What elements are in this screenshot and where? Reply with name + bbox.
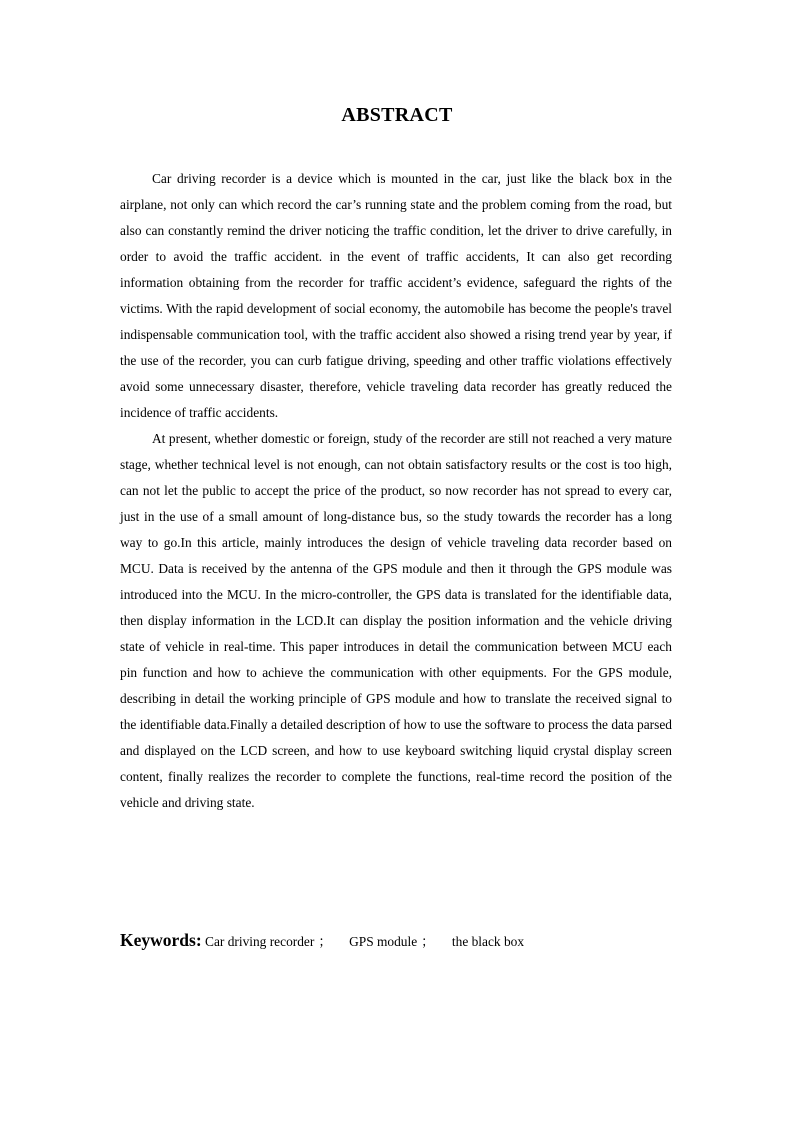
page-title: ABSTRACT (341, 104, 453, 126)
keywords-label: Keywords: (120, 930, 202, 950)
keyword-item: Car driving recorder (205, 934, 315, 949)
abstract-paragraph-2: At present, whether domestic or foreign, study of the recorder are still not reached a very mature stage, whether technical level is not enough, can not obtain satisfactory results or the cost is too high, can not let the public to accept the price of the product, so now recorder has not spread to every car, just in the use of a small amount of long-distance bus, so the study towards the recorder has a long way to go.In this article, mainly introduces the design of vehicle traveling data recorder based on MCU. Data is received by the antenna of the GPS module and then it through the GPS module was introduced into the MCU. In the micro-controller, the GPS data is translated for the identifiable data, then display information in the LCD.It can display the position information and the vehicle driving state of vehicle in real-time. This paper introduces in detail the communication between MCU each pin function and how to achieve the communication with other equipments. For the GPS module, describing in detail the working principle of GPS module and how to translate the received signal to the identifiable data.Finally a detailed description of how to use the software to process the data parsed and displayed on the LCD screen, and how to use keyboard switching liquid crystal display screen content, finally realizes the recorder to complete the functions, real-time record the position of the vehicle and driving state. (120, 431, 672, 810)
keyword-separator: ； (318, 934, 332, 949)
abstract-paragraph-1: Car driving recorder is a device which is mounted in the car, just like the black box in the airplane, not only can which record the car’s running state and the problem coming from the road, but also can constantly remind the driver noticing the traffic condition, let the driver to drive carefully, in order to avoid the traffic accident. in the event of traffic accidents, It can also get recording information obtaining from the recorder for traffic accident’s evidence, safeguard the rights of the victims. With the rapid development of social economy, the automobile has become the people's travel indispensable communication tool, with the traffic accident also showed a rising trend year by year, if the use of the recorder, you can curb fatigue driving, speeding and other traffic violations effectively avoid some unnecessary disaster, therefore, vehicle traveling data recorder has greatly reduced the incidence of traffic accidents. (120, 171, 672, 420)
keyword-item: the black box (451, 934, 525, 949)
keyword-separator: ； (421, 934, 435, 949)
abstract-body (120, 166, 672, 816)
keyword-item: GPS module (349, 934, 418, 949)
keywords-line (120, 927, 672, 955)
